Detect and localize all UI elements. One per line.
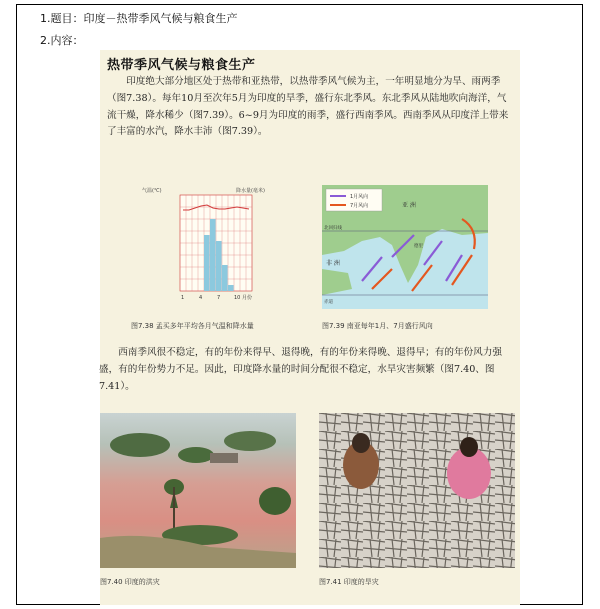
fig739-caption: 图7.39 南亚每年1月、7月盛行风向	[322, 322, 433, 330]
label-delhi: 德里	[414, 244, 423, 249]
fig741-caption: 图7.41 印度的旱灾	[319, 578, 379, 586]
flood-photo	[100, 413, 296, 568]
monsoon-map-svg	[322, 185, 488, 309]
fig740-caption: 图7.40 印度的洪灾	[100, 578, 160, 586]
label-equator: 赤道	[324, 300, 333, 305]
temp-axis-label: 气温(℃)	[142, 188, 162, 194]
paragraph-2: 西南季风很不稳定，有的年份来得早、退得晚，有的年份来得晚、退得早；有的年份风力强盛，有的年份势力不足。因此，印度降水量的时间分配很不稳定，水旱灾害频繁（图7.40、图7.41）。	[99, 347, 502, 392]
climate-chart	[140, 183, 280, 308]
x-tick-10: 10	[234, 295, 241, 301]
label-africa: 非 洲	[326, 260, 340, 267]
x-tick-4: 4	[199, 295, 203, 301]
precip-axis-label: 降水量(毫米)	[236, 188, 265, 194]
monsoon-map	[322, 185, 488, 309]
climate-chart-svg	[140, 183, 280, 308]
precip-bar-jun	[204, 235, 210, 291]
label-tropic: 北回归线	[324, 226, 342, 231]
x-tick-7: 7	[217, 295, 221, 301]
precip-bar-sep	[222, 265, 228, 291]
legend-jul-label: 7月风向	[350, 203, 369, 209]
drought-photo	[319, 413, 515, 568]
legend-jan-label: 1月风向	[350, 194, 369, 200]
content-label: 2.内容：	[40, 34, 84, 47]
precip-bar-jul	[210, 219, 216, 291]
precip-bar-aug	[216, 241, 222, 291]
topic-line: 1.题目：印度－热带季风气候与粮食生产	[40, 12, 238, 25]
x-tick-1: 1	[181, 295, 185, 301]
x-unit-label: 月份	[242, 295, 253, 301]
drought-photo-svg	[319, 413, 515, 568]
section-title: 热带季风气候与粮食生产	[107, 58, 256, 73]
label-asia: 亚 洲	[402, 202, 416, 209]
fig738-caption: 图7.38 孟买多年平均各月气温和降水量	[131, 322, 254, 330]
precip-bar-oct	[228, 285, 234, 291]
flood-photo-svg	[100, 413, 296, 568]
paragraph-1: 印度绝大部分地区处于热带和亚热带，以热带季风气候为主，一年明显地分为旱、雨两季（图7.38）。每年10月至次年5月为印度的旱季，盛行东北季风。东北季风从陆地吹向海洋，气流干燥，降水稀少（图7.39）。6~9月为印度的雨季，盛行西南季风。西南季风从印度洋上带来了丰富的水汽，降水丰沛（图7.39）。	[107, 76, 509, 138]
